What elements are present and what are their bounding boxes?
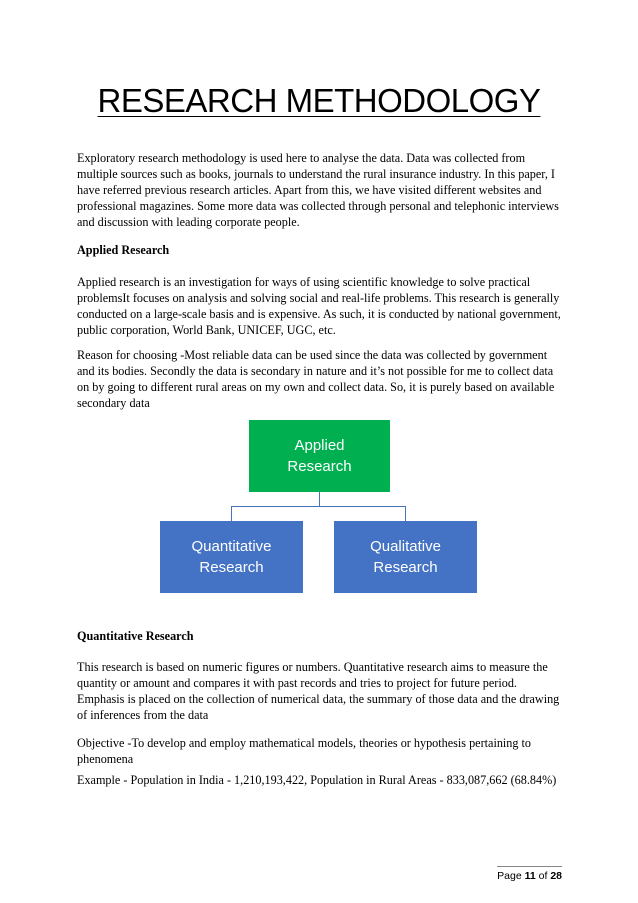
connector-right-stem — [405, 506, 406, 521]
example-paragraph: Example - Population in India - 1,210,193,422, Population in Rural Areas - 833,087,662 (68.84%) — [77, 773, 557, 787]
intro-paragraph: Exploratory research methodology is used here to analyse the data. Data was collected from multiple sources such as books, journals to understand the rural insurance industry. In this paper, I have referred previous research articles. Apart from this, we have visited different websites and professional magazines. Some more data was collected through personal and telephonic interviews and discussion with leading corporate people. — [77, 151, 559, 229]
applied-research-heading: Applied Research — [77, 243, 170, 257]
applied-research-node: Applied Research — [249, 420, 390, 492]
connector-left-stem — [231, 506, 232, 521]
connector-root-stem — [319, 492, 320, 506]
quantitative-paragraph: This research is based on numeric figures or numbers. Quantitative research aims to measure the quantity or amount and compares it with past records and tries to project for future period. Emphasis is placed on the collection of numerical data, the summary of those data and the drawing of inferences from the data — [77, 660, 560, 722]
objective-paragraph: Objective -To develop and employ mathematical models, theories or hypothesis pertaining to phenomena — [77, 736, 532, 766]
quantitative-research-node: Quantitative Research — [160, 521, 303, 593]
quantitative-research-heading: Quantitative Research — [77, 629, 194, 643]
page-title: RESEARCH METHODOLOGY — [97, 82, 541, 119]
reason-paragraph: Reason for choosing -Most reliable data can be used since the data was collected by government and its bodies. Secondly the data is secondary in nature and it’s not possible for me to collect data on by going to different rural areas on my own and collect data. So, it is purely based on available secondary data — [77, 348, 555, 410]
connector-horizontal — [231, 506, 406, 507]
qualitative-research-node: Qualitative Research — [334, 521, 477, 593]
research-hierarchy-diagram — [0, 420, 638, 600]
applied-research-paragraph: Applied research is an investigation for ways of using scientific knowledge to solve practical problemsIt focuses on analysis and solving social and real-life problems. This research is generally conducted on a large-scale basis and is expensive. As such, it is conducted by national government, public corporation, World Bank, UNICEF, UGC, etc. — [77, 275, 561, 337]
page-number-footer: Page 11 of 28 — [497, 866, 562, 882]
